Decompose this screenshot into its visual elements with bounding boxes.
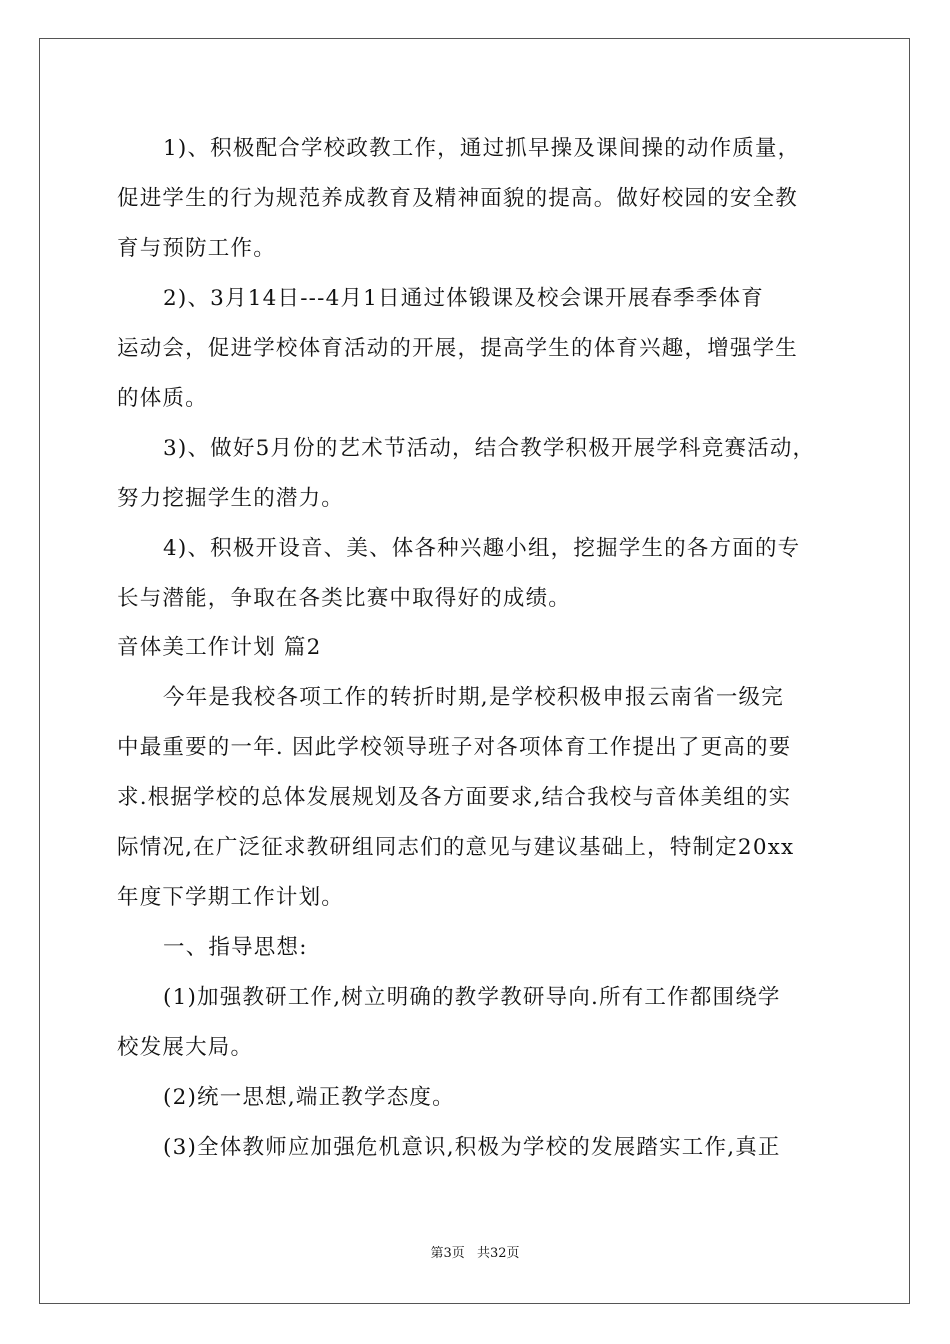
paragraph-2-line-3: 的体质。	[117, 386, 208, 411]
subheading-guiding-thought: 一、指导思想:	[163, 935, 308, 960]
paragraph-4-line-1: 4)、积极开设音、美、体各种兴趣小组，挖掘学生的各方面的专	[163, 536, 801, 561]
paragraph-5-line-1: 今年是我校各项工作的转折时期,是学校积极申报云南省一级完	[163, 685, 784, 710]
item-3-line-1: (3)全体教师应加强危机意识,积极为学校的发展踏实工作,真正	[163, 1135, 781, 1160]
paragraph-5-line-3: 求.根据学校的总体发展规划及各方面要求,结合我校与音体美组的实	[117, 785, 792, 810]
paragraph-2-line-1: 2)、3月14日---4月1日通过体锻课及校会课开展春季季体育	[163, 286, 764, 311]
paragraph-1-line-1: 1)、积极配合学校政教工作，通过抓早操及课间操的动作质量，	[163, 136, 801, 161]
paragraph-4-line-2: 长与潜能，争取在各类比赛中取得好的成绩。	[117, 586, 572, 611]
page-total: 共32页	[476, 1246, 520, 1261]
item-2-line-1: (2)统一思想,端正教学态度。	[163, 1085, 455, 1110]
page-number: 第3页	[430, 1246, 465, 1261]
paragraph-2-line-2: 运动会，促进学校体育活动的开展，提高学生的体育兴趣，增强学生	[117, 336, 799, 361]
paragraph-5-line-2: 中最重要的一年. 因此学校领导班子对各项体育工作提出了更高的要	[117, 735, 792, 760]
section-heading: 音体美工作计划 篇2	[117, 635, 322, 660]
page-footer	[0, 1245, 950, 1263]
paragraph-5-line-4: 际情况,在广泛征求教研组同志们的意见与建议基础上，特制定20xx	[117, 835, 795, 860]
paragraph-3-line-2: 努力挖掘学生的潜力。	[117, 486, 345, 511]
item-1-line-2: 校发展大局。	[117, 1035, 254, 1060]
paragraph-5-line-5: 年度下学期工作计划。	[117, 885, 345, 910]
item-1-line-1: (1)加强教研工作,树立明确的教学教研导向.所有工作都围绕学	[163, 985, 781, 1010]
paragraph-1-line-2: 促进学生的行为规范养成教育及精神面貌的提高。做好校园的安全教	[117, 186, 799, 211]
page-border	[39, 38, 910, 1304]
paragraph-1-line-3: 育与预防工作。	[117, 236, 276, 261]
paragraph-3-line-1: 3)、做好5月份的艺术节活动，结合教学积极开展学科竞赛活动，	[163, 436, 816, 461]
